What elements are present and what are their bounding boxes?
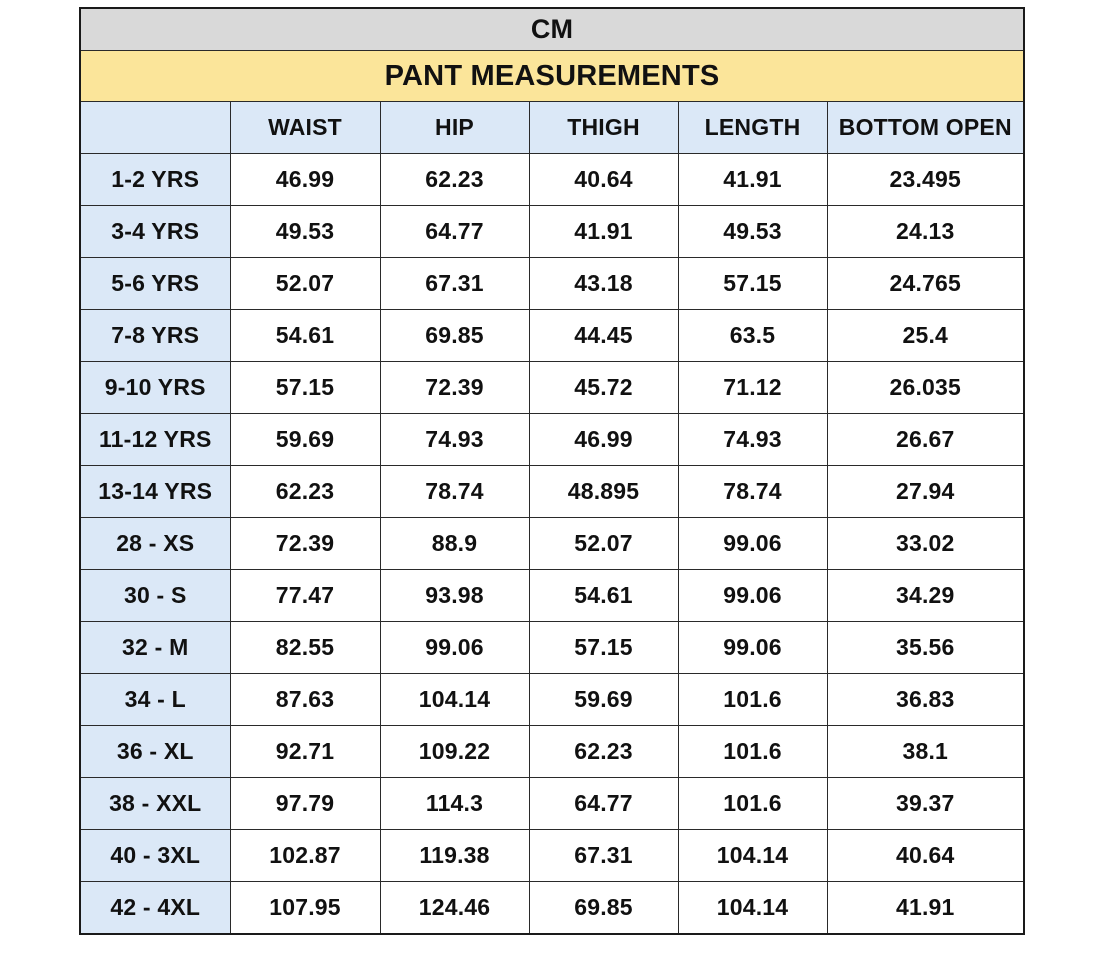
thigh-cell: 45.72 bbox=[529, 362, 678, 414]
table-row bbox=[80, 206, 1024, 258]
waist-cell: 57.15 bbox=[230, 362, 380, 414]
bottom-open-cell: 26.035 bbox=[827, 362, 1024, 414]
hip-cell: 72.39 bbox=[380, 362, 529, 414]
table-row bbox=[80, 570, 1024, 622]
hip-cell: 69.85 bbox=[380, 310, 529, 362]
hip-cell: 78.74 bbox=[380, 466, 529, 518]
size-cell: 1-2 YRS bbox=[80, 154, 230, 206]
waist-cell: 46.99 bbox=[230, 154, 380, 206]
header-cell-size bbox=[80, 102, 230, 154]
bottom-open-cell: 40.64 bbox=[827, 830, 1024, 882]
waist-cell: 97.79 bbox=[230, 778, 380, 830]
size-cell: 30 - S bbox=[80, 570, 230, 622]
table-row bbox=[80, 154, 1024, 206]
waist-cell: 54.61 bbox=[230, 310, 380, 362]
bottom-open-cell: 38.1 bbox=[827, 726, 1024, 778]
waist-cell: 102.87 bbox=[230, 830, 380, 882]
waist-cell: 52.07 bbox=[230, 258, 380, 310]
table-title: PANT MEASUREMENTS bbox=[80, 51, 1024, 102]
thigh-cell: 46.99 bbox=[529, 414, 678, 466]
length-cell: 99.06 bbox=[678, 570, 827, 622]
table-row bbox=[80, 518, 1024, 570]
table-row bbox=[80, 674, 1024, 726]
waist-cell: 107.95 bbox=[230, 882, 380, 935]
table-row bbox=[80, 310, 1024, 362]
length-cell: 99.06 bbox=[678, 518, 827, 570]
header-cell-hip: HIP bbox=[380, 102, 529, 154]
size-cell: 28 - XS bbox=[80, 518, 230, 570]
header-row bbox=[80, 102, 1024, 154]
unit-row bbox=[80, 8, 1024, 51]
bottom-open-cell: 34.29 bbox=[827, 570, 1024, 622]
length-cell: 99.06 bbox=[678, 622, 827, 674]
length-cell: 104.14 bbox=[678, 830, 827, 882]
waist-cell: 72.39 bbox=[230, 518, 380, 570]
unit-label: CM bbox=[80, 8, 1024, 51]
thigh-cell: 57.15 bbox=[529, 622, 678, 674]
hip-cell: 64.77 bbox=[380, 206, 529, 258]
bottom-open-cell: 23.495 bbox=[827, 154, 1024, 206]
header-cell-thigh: THIGH bbox=[529, 102, 678, 154]
thigh-cell: 52.07 bbox=[529, 518, 678, 570]
thigh-cell: 64.77 bbox=[529, 778, 678, 830]
thigh-cell: 43.18 bbox=[529, 258, 678, 310]
length-cell: 41.91 bbox=[678, 154, 827, 206]
waist-cell: 82.55 bbox=[230, 622, 380, 674]
table-row bbox=[80, 726, 1024, 778]
header-cell-bottom-open: BOTTOM OPEN bbox=[827, 102, 1024, 154]
hip-cell: 67.31 bbox=[380, 258, 529, 310]
thigh-cell: 41.91 bbox=[529, 206, 678, 258]
length-cell: 49.53 bbox=[678, 206, 827, 258]
bottom-open-cell: 27.94 bbox=[827, 466, 1024, 518]
size-cell: 5-6 YRS bbox=[80, 258, 230, 310]
title-row bbox=[80, 51, 1024, 102]
length-cell: 71.12 bbox=[678, 362, 827, 414]
bottom-open-cell: 24.13 bbox=[827, 206, 1024, 258]
size-cell: 11-12 YRS bbox=[80, 414, 230, 466]
thigh-cell: 67.31 bbox=[529, 830, 678, 882]
length-cell: 101.6 bbox=[678, 726, 827, 778]
length-cell: 101.6 bbox=[678, 674, 827, 726]
hip-cell: 93.98 bbox=[380, 570, 529, 622]
hip-cell: 109.22 bbox=[380, 726, 529, 778]
size-cell: 34 - L bbox=[80, 674, 230, 726]
size-cell: 32 - M bbox=[80, 622, 230, 674]
hip-cell: 124.46 bbox=[380, 882, 529, 935]
hip-cell: 114.3 bbox=[380, 778, 529, 830]
bottom-open-cell: 39.37 bbox=[827, 778, 1024, 830]
table-row bbox=[80, 622, 1024, 674]
header-cell-length: LENGTH bbox=[678, 102, 827, 154]
bottom-open-cell: 41.91 bbox=[827, 882, 1024, 935]
waist-cell: 77.47 bbox=[230, 570, 380, 622]
hip-cell: 99.06 bbox=[380, 622, 529, 674]
length-cell: 74.93 bbox=[678, 414, 827, 466]
thigh-cell: 44.45 bbox=[529, 310, 678, 362]
hip-cell: 119.38 bbox=[380, 830, 529, 882]
length-cell: 63.5 bbox=[678, 310, 827, 362]
size-cell: 9-10 YRS bbox=[80, 362, 230, 414]
table-row bbox=[80, 830, 1024, 882]
size-cell: 38 - XXL bbox=[80, 778, 230, 830]
waist-cell: 87.63 bbox=[230, 674, 380, 726]
header-cell-waist: WAIST bbox=[230, 102, 380, 154]
length-cell: 104.14 bbox=[678, 882, 827, 935]
size-cell: 7-8 YRS bbox=[80, 310, 230, 362]
bottom-open-cell: 25.4 bbox=[827, 310, 1024, 362]
waist-cell: 62.23 bbox=[230, 466, 380, 518]
table-row bbox=[80, 414, 1024, 466]
size-cell: 3-4 YRS bbox=[80, 206, 230, 258]
size-cell: 42 - 4XL bbox=[80, 882, 230, 935]
hip-cell: 74.93 bbox=[380, 414, 529, 466]
waist-cell: 49.53 bbox=[230, 206, 380, 258]
size-cell: 13-14 YRS bbox=[80, 466, 230, 518]
bottom-open-cell: 36.83 bbox=[827, 674, 1024, 726]
bottom-open-cell: 33.02 bbox=[827, 518, 1024, 570]
hip-cell: 104.14 bbox=[380, 674, 529, 726]
thigh-cell: 59.69 bbox=[529, 674, 678, 726]
hip-cell: 88.9 bbox=[380, 518, 529, 570]
hip-cell: 62.23 bbox=[380, 154, 529, 206]
bottom-open-cell: 35.56 bbox=[827, 622, 1024, 674]
size-cell: 36 - XL bbox=[80, 726, 230, 778]
thigh-cell: 62.23 bbox=[529, 726, 678, 778]
thigh-cell: 54.61 bbox=[529, 570, 678, 622]
length-cell: 101.6 bbox=[678, 778, 827, 830]
table-row bbox=[80, 882, 1024, 935]
bottom-open-cell: 26.67 bbox=[827, 414, 1024, 466]
table-row bbox=[80, 362, 1024, 414]
bottom-open-cell: 24.765 bbox=[827, 258, 1024, 310]
size-cell: 40 - 3XL bbox=[80, 830, 230, 882]
pant-measurements-table bbox=[79, 7, 1025, 935]
waist-cell: 92.71 bbox=[230, 726, 380, 778]
thigh-cell: 48.895 bbox=[529, 466, 678, 518]
thigh-cell: 40.64 bbox=[529, 154, 678, 206]
table-row bbox=[80, 258, 1024, 310]
length-cell: 78.74 bbox=[678, 466, 827, 518]
thigh-cell: 69.85 bbox=[529, 882, 678, 935]
waist-cell: 59.69 bbox=[230, 414, 380, 466]
length-cell: 57.15 bbox=[678, 258, 827, 310]
table-row bbox=[80, 778, 1024, 830]
table-row bbox=[80, 466, 1024, 518]
